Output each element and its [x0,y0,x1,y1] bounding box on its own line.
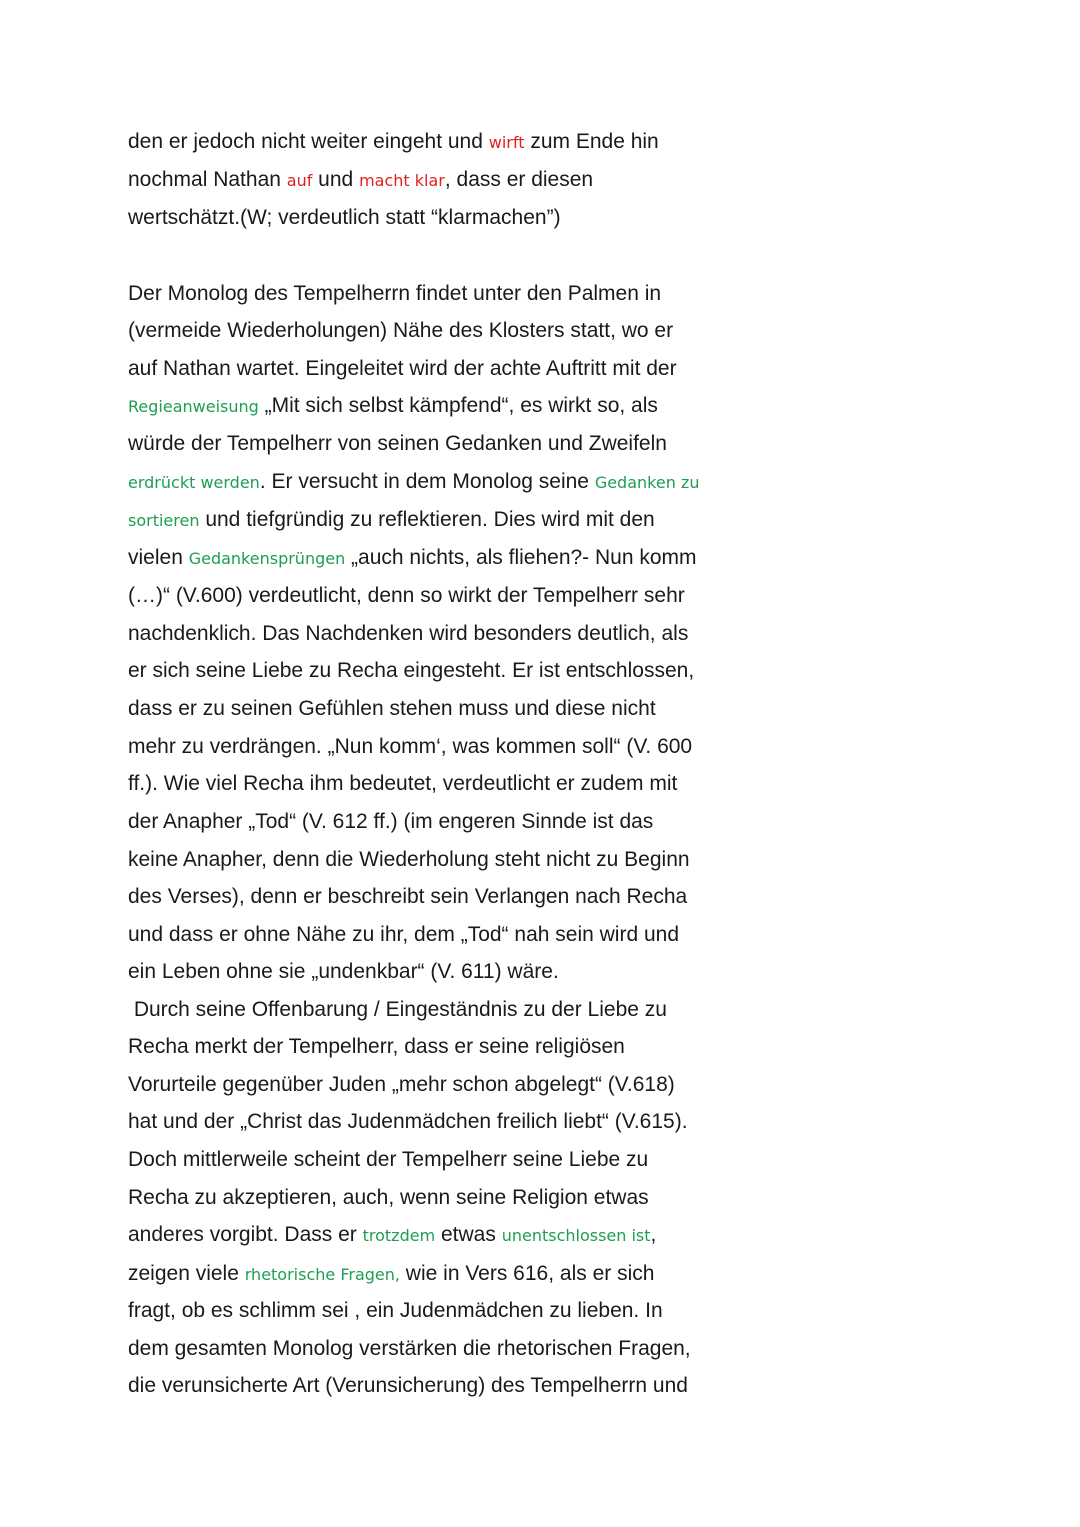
text-line: Recha merkt der Tempelherr, dass er seine religiösen [128,1035,625,1058]
text-line: mehr zu verdrängen. „Nun komm‘, was kommen soll“ (V. 600 [128,735,693,758]
text-span: . Er versucht in dem Monolog seine [259,470,595,493]
annotation-mark: rhetorische Fragen, [244,1265,400,1284]
annotation-mark: trotzdem [362,1226,436,1245]
text-line: auf Nathan wartet. Eingeleitet wird der achte Auftritt mit der [128,357,677,380]
text-span: und [312,168,360,191]
text-span: etwas [435,1223,502,1246]
text-line: dass er zu seinen Gefühlen stehen muss und diese nicht [128,697,656,720]
text-span: , dass er diesen [444,168,594,191]
text-line: ein Leben ohne sie „undenkbar“ (V. 611) wäre. [128,960,559,983]
annotation-mark: Gedankensprüngen [188,549,346,568]
text-span: „Mit sich selbst kämpfend“, es wirkt so, als [258,394,658,417]
text-line [128,167,593,194]
text-line: nachdenklich. Das Nachdenken wird besonders deutlich, als [128,622,689,645]
text-line: Doch mittlerweile scheint der Tempelherr seine Liebe zu [128,1148,649,1171]
text-span: vielen [128,546,189,569]
text-line: die verunsicherte Art (Verunsicherung) des Tempelherrn und [128,1374,688,1397]
correction-mark: auf [286,171,313,190]
text-span: wie in Vers 616, als er sich [399,1262,655,1285]
text-line: fragt, ob es schlimm sei , ein Judenmädchen zu lieben. In [128,1299,663,1322]
text-line [128,393,658,420]
annotation-mark: erdrückt werden [128,473,260,492]
text-line: würde der Tempelherr von seinen Gedanken und Zweifeln [128,432,667,455]
annotation-mark: unentschlossen ist [501,1226,651,1245]
text-line: keine Anapher, denn die Wiederholung steht nicht zu Beginn [128,848,690,871]
annotation-mark: sortieren [128,511,200,530]
text-line [128,469,699,496]
text-line: Der Monolog des Tempelherrn findet unter den Palmen in [128,282,662,305]
correction-mark: wirft [488,133,525,152]
text-line: Vorurteile gegenüber Juden „mehr schon abgelegt“ (V.618) [128,1073,675,1096]
annotation-mark: Regieanweisung [128,397,259,416]
annotation-mark: Gedanken zu [594,473,700,492]
text-span: und tiefgründig zu reflektieren. Dies wird mit den [199,508,655,531]
text-line: hat und der „Christ das Judenmädchen freilich liebt“ (V.615). [128,1110,688,1133]
text-span: , [650,1223,657,1246]
text-span: zeigen viele [128,1262,245,1285]
text-line [128,545,697,572]
text-line: (…)“ (V.600) verdeutlicht, denn so wirkt der Tempelherr sehr [128,584,685,607]
text-line: (vermeide Wiederholungen) Nähe des Klosters statt, wo er [128,319,674,342]
text-line: er sich seine Liebe zu Recha eingesteht. Er ist entschlossen, [128,659,695,682]
text-line [128,1261,654,1288]
text-span: nochmal Nathan [128,168,287,191]
text-line: Recha zu akzeptieren, auch, wenn seine Religion etwas [128,1186,649,1209]
text-line: dem gesamten Monolog verstärken die rhetorischen Fragen, [128,1337,691,1360]
correction-mark: macht klar [359,171,445,190]
text-span: „auch nichts, als fliehen?- Nun komm [345,546,697,569]
text-line [128,129,659,156]
text-line: wertschätzt.(W; verdeutlich statt “klarmachen”) [128,206,561,229]
text-span: den er jedoch nicht weiter eingeht und [128,130,489,153]
text-line [128,1222,656,1249]
text-line: und dass er ohne Nähe zu ihr, dem „Tod“ nah sein wird und [128,923,679,946]
text-line: Durch seine Offenbarung / Eingeständnis zu der Liebe zu [128,998,667,1021]
text-line: der Anapher „Tod“ (V. 612 ff.) (im engeren Sinnde ist das [128,810,654,833]
text-span: zum Ende hin [524,130,659,153]
text-span: anderes vorgibt. Dass er [128,1223,363,1246]
text-line: des Verses), denn er beschreibt sein Verlangen nach Recha [128,885,688,908]
text-line [128,507,655,534]
text-line: ff.). Wie viel Recha ihm bedeutet, verdeutlicht er zudem mit [128,772,678,795]
